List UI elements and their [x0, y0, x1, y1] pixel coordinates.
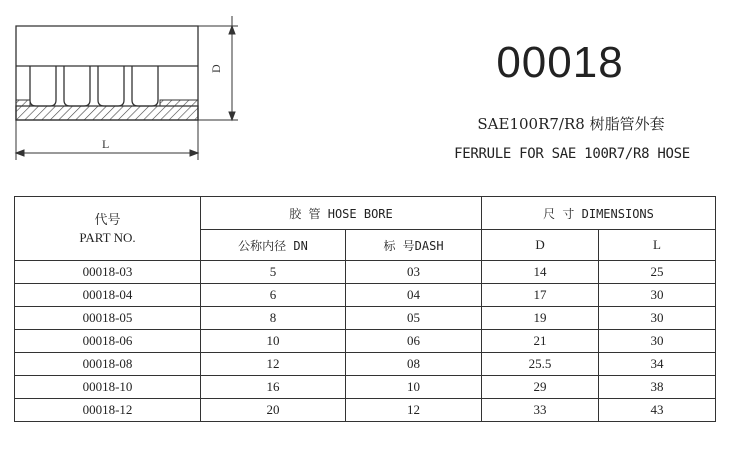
dimension-l-label: L	[102, 137, 110, 151]
table-row	[15, 376, 716, 399]
cell-dash: 10	[346, 376, 482, 399]
cell-l: 34	[599, 353, 716, 376]
header-l: L	[599, 230, 716, 261]
cell-dash: 04	[346, 284, 482, 307]
cell-dn: 10	[201, 330, 346, 353]
header-d: D	[482, 230, 599, 261]
table-row	[15, 353, 716, 376]
cell-l: 25	[599, 261, 716, 284]
cell-part-no: 00018-10	[15, 376, 201, 399]
cell-l: 43	[599, 399, 716, 422]
header-dash: 标 号DASH	[346, 230, 482, 261]
table-row	[15, 399, 716, 422]
cell-dash: 12	[346, 399, 482, 422]
cell-d: 33	[482, 399, 599, 422]
spec-table	[14, 196, 716, 422]
table-row	[15, 330, 716, 353]
hatched-wall	[16, 106, 198, 120]
table-row	[15, 307, 716, 330]
cell-part-no: 00018-04	[15, 284, 201, 307]
table-row	[15, 284, 716, 307]
cell-dn: 6	[201, 284, 346, 307]
cell-dn: 16	[201, 376, 346, 399]
cell-l: 30	[599, 330, 716, 353]
cell-dash: 08	[346, 353, 482, 376]
cell-d: 29	[482, 376, 599, 399]
part-number-title: 00018	[496, 38, 624, 87]
header-part-no-en: PART NO.	[79, 229, 136, 245]
cell-l: 30	[599, 284, 716, 307]
header-part-no	[15, 197, 201, 261]
cell-part-no: 00018-05	[15, 307, 201, 330]
header-hose-bore: 胶 管 HOSE BORE	[201, 197, 482, 230]
cell-l: 38	[599, 376, 716, 399]
cell-dn: 12	[201, 353, 346, 376]
header-dimensions: 尺 寸 DIMENSIONS	[482, 197, 716, 230]
cell-d: 14	[482, 261, 599, 284]
cell-dash: 03	[346, 261, 482, 284]
cell-part-no: 00018-03	[15, 261, 201, 284]
cell-dn: 5	[201, 261, 346, 284]
cell-part-no: 00018-08	[15, 353, 201, 376]
header-part-no-cn: 代号	[94, 211, 121, 227]
cell-dash: 06	[346, 330, 482, 353]
cell-d: 21	[482, 330, 599, 353]
ferrule-section-drawing	[0, 0, 240, 170]
header-dn: 公称内径 DN	[201, 230, 346, 261]
cell-d: 25.5	[482, 353, 599, 376]
cell-dash: 05	[346, 307, 482, 330]
cell-dn: 20	[201, 399, 346, 422]
table-row	[15, 261, 716, 284]
subtitle-en: FERRULE FOR SAE 100R7/R8 HOSE	[454, 146, 690, 162]
cell-part-no: 00018-06	[15, 330, 201, 353]
dimension-d-label: D	[209, 64, 223, 73]
cell-part-no: 00018-12	[15, 399, 201, 422]
cell-d: 17	[482, 284, 599, 307]
subtitle-cn: SAE100R7/R8 树脂管外套	[477, 115, 665, 133]
cell-dn: 8	[201, 307, 346, 330]
cell-d: 19	[482, 307, 599, 330]
cell-l: 30	[599, 307, 716, 330]
